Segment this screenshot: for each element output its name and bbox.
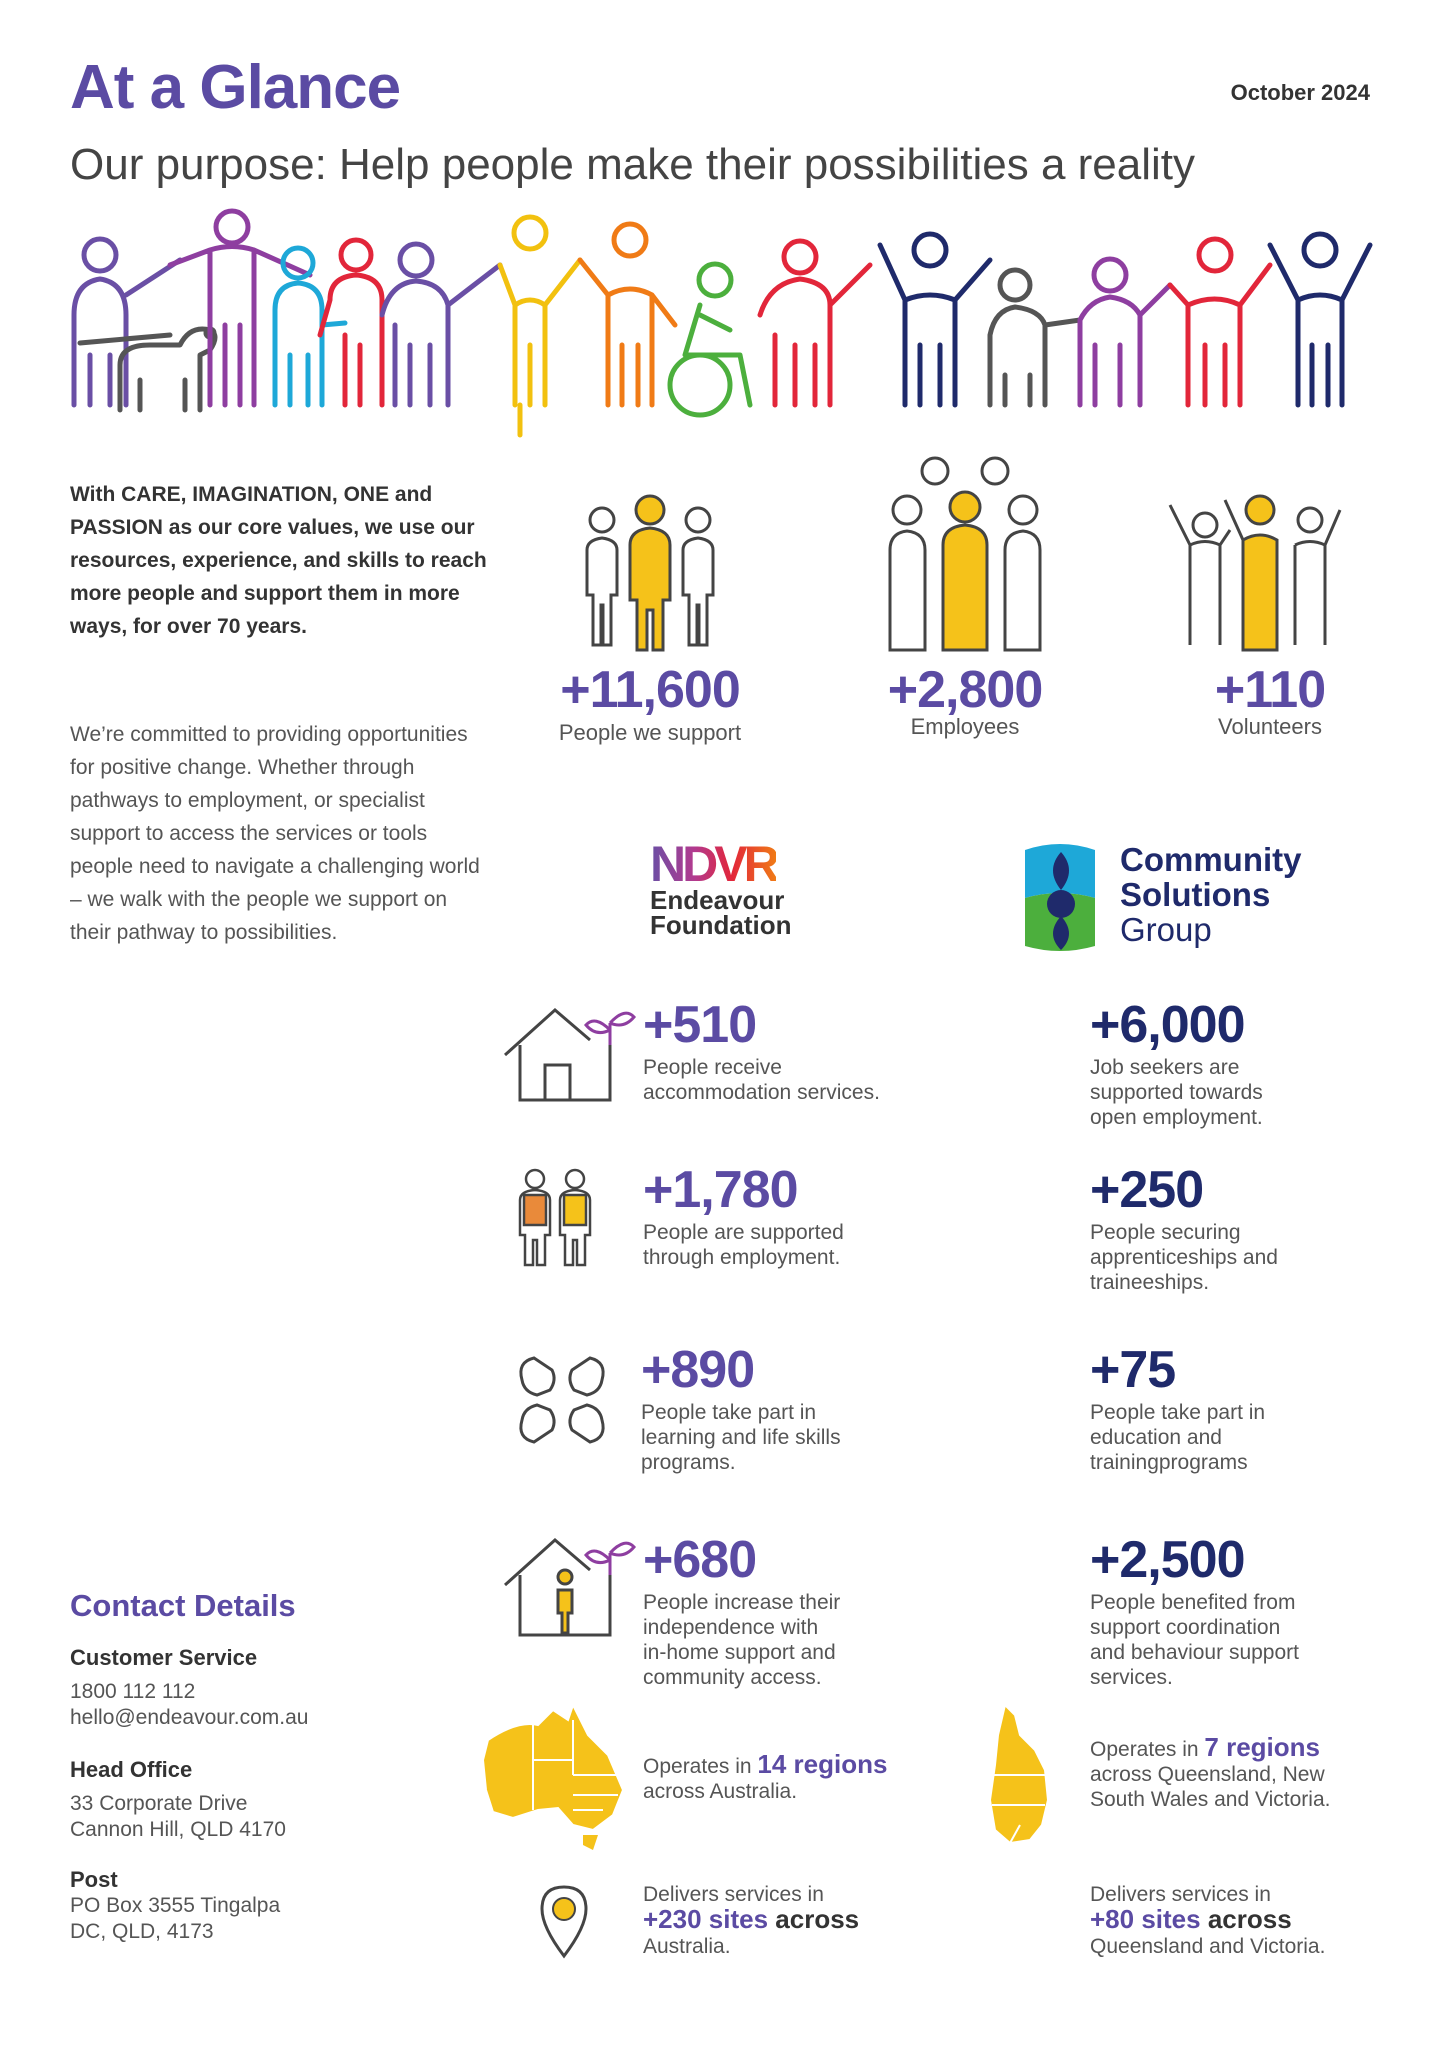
employees-icon — [885, 455, 1045, 655]
workers-icon — [515, 1165, 595, 1270]
education-text-3: trainingprograms — [1090, 1451, 1248, 1474]
employees-label: Employees — [910, 714, 1020, 739]
contact-heading: Contact Details — [70, 1588, 296, 1623]
core-values-text: With CARE, IMAGINATION, ONE and PASSION as our core values, we use our resources, experience, and skills to reach more people and support them in more ways, for over 70 years. — [70, 483, 487, 638]
address-line1: 33 Corporate Drive — [70, 1792, 248, 1815]
csg-sites-line3: Queensland and Victoria. — [1090, 1935, 1326, 1958]
endeavour-sites-line1: Delivers services in — [643, 1883, 824, 1906]
post-block — [70, 1867, 280, 1945]
learning-text-3: programs. — [641, 1451, 736, 1474]
support-coordination-text-2: support coordination — [1090, 1616, 1281, 1639]
endeavour-sites-line3: Australia. — [643, 1935, 731, 1958]
post-label: Post — [70, 1867, 118, 1892]
endeavour-logo-line1: Endeavour — [650, 885, 785, 915]
support-coordination-value: +2,500 — [1090, 1531, 1245, 1589]
people-supported-value: +11,600 — [560, 661, 740, 719]
endeavour-regions-line2: across Australia. — [643, 1780, 798, 1803]
endeavour-logo-line2: Foundation — [650, 910, 792, 940]
learning-value: +890 — [641, 1341, 755, 1399]
email-link[interactable]: hello@endeavour.com.au — [70, 1706, 309, 1729]
endeavour-regions-text — [643, 1749, 888, 1804]
endeavour-foundation-logo — [650, 836, 820, 940]
csg-logo-mark-icon — [1025, 838, 1095, 958]
support-coordination-text-1: People benefited from — [1090, 1591, 1296, 1614]
location-pin-icon — [538, 1883, 590, 1958]
employment-text-2: through employment. — [643, 1246, 841, 1269]
independence-text-4: community access. — [643, 1666, 822, 1689]
people-supported-icon — [575, 490, 725, 650]
employment-text-1: People are supported — [643, 1221, 844, 1244]
education-text-1: People take part in — [1090, 1401, 1266, 1424]
home-independence-icon — [500, 1535, 615, 1640]
page-title: At a Glance — [70, 53, 401, 122]
csg-sites-text — [1090, 1882, 1325, 1959]
education-text-2: education and — [1090, 1426, 1222, 1449]
employment-value: +1,780 — [643, 1161, 798, 1219]
accommodation-text-2: accommodation services. — [643, 1081, 880, 1104]
apprenticeships-text-3: traineeships. — [1090, 1271, 1210, 1294]
post-line1: PO Box 3555 Tingalpa — [70, 1894, 281, 1917]
accommodation-text-1: People receive — [643, 1056, 782, 1079]
csg-logo-line1: Community — [1120, 841, 1302, 878]
csg-regions-line3: South Wales and Victoria. — [1090, 1788, 1331, 1811]
people-banner-illustration — [60, 205, 1390, 425]
csg-regions-prefix: Operates in — [1090, 1738, 1205, 1761]
accommodation-value: +510 — [643, 996, 757, 1054]
learning-text-1: People take part in — [641, 1401, 817, 1424]
volunteers-value: +110 — [1214, 661, 1326, 719]
csg-logo-text — [1120, 842, 1302, 947]
endeavour-sites-count: +230 sites — [643, 1904, 769, 1934]
phone-link[interactable]: 1800 112 112 — [70, 1680, 196, 1703]
endeavour-sites-text — [643, 1882, 859, 1959]
address-line2: Cannon Hill, QLD 4170 — [70, 1818, 286, 1841]
australia-map-icon — [478, 1700, 628, 1850]
independence-text-3: in-home support and — [643, 1641, 836, 1664]
csg-regions-text — [1090, 1732, 1331, 1812]
apprenticeships-text-1: People securing — [1090, 1221, 1241, 1244]
east-coast-map-icon — [990, 1705, 1050, 1855]
csg-logo-line2: Solutions — [1120, 876, 1271, 913]
job-seekers-text-3: open employment. — [1090, 1106, 1263, 1129]
csg-sites-line1: Delivers services in — [1090, 1883, 1271, 1906]
customer-service-label: Customer Service — [70, 1645, 258, 1670]
endeavour-regions-count: 14 regions — [757, 1749, 888, 1779]
employees-value: +2,800 — [887, 661, 1043, 719]
hands-icon — [512, 1350, 612, 1450]
house-plant-icon — [500, 1005, 615, 1105]
volunteers-icon — [1165, 490, 1345, 650]
csg-sites-across: across — [1200, 1904, 1292, 1934]
job-seekers-text-2: supported towards — [1090, 1081, 1263, 1104]
head-office-label: Head Office — [70, 1757, 193, 1782]
job-seekers-value: +6,000 — [1090, 996, 1245, 1054]
apprenticeships-text-2: apprenticeships and — [1090, 1246, 1278, 1269]
head-office-block — [70, 1757, 286, 1843]
post-line2: DC, QLD, 4173 — [70, 1920, 214, 1943]
endeavour-regions-prefix: Operates in — [643, 1755, 758, 1778]
job-seekers-text-1: Job seekers are — [1090, 1056, 1240, 1079]
support-coordination-text-3: and behaviour support — [1090, 1641, 1299, 1664]
csg-regions-count: 7 regions — [1204, 1732, 1320, 1762]
learning-text-2: learning and life skills — [641, 1426, 841, 1449]
independence-text-2: independence with — [643, 1616, 819, 1639]
independence-text-1: People increase their — [643, 1591, 841, 1614]
endeavour-sites-across: across — [768, 1904, 860, 1934]
people-supported-label: People we support — [558, 720, 742, 745]
purpose-statement: Our purpose: Help people make their possibilities a reality — [70, 140, 1196, 189]
csg-regions-line2: across Queensland, New — [1090, 1763, 1325, 1786]
csg-sites-count: +80 sites — [1090, 1904, 1201, 1934]
support-coordination-text-4: services. — [1090, 1666, 1173, 1689]
apprenticeships-value: +250 — [1090, 1161, 1204, 1219]
csg-logo-line3: Group — [1120, 911, 1212, 948]
independence-value: +680 — [643, 1531, 757, 1589]
endeavour-mark: NDVR — [650, 836, 776, 892]
publication-date: October 2024 — [1230, 80, 1370, 105]
commitment-text: We’re committed to providing opportunities for positive change. Whether through pathways to employment, or specialist support to access the services or tools people need to navigate a challenging world – we walk with the people we support on their pathway to possibilities. — [70, 723, 480, 944]
education-value: +75 — [1090, 1341, 1176, 1399]
customer-service-block — [70, 1645, 308, 1731]
volunteers-label: Volunteers — [1218, 714, 1322, 739]
